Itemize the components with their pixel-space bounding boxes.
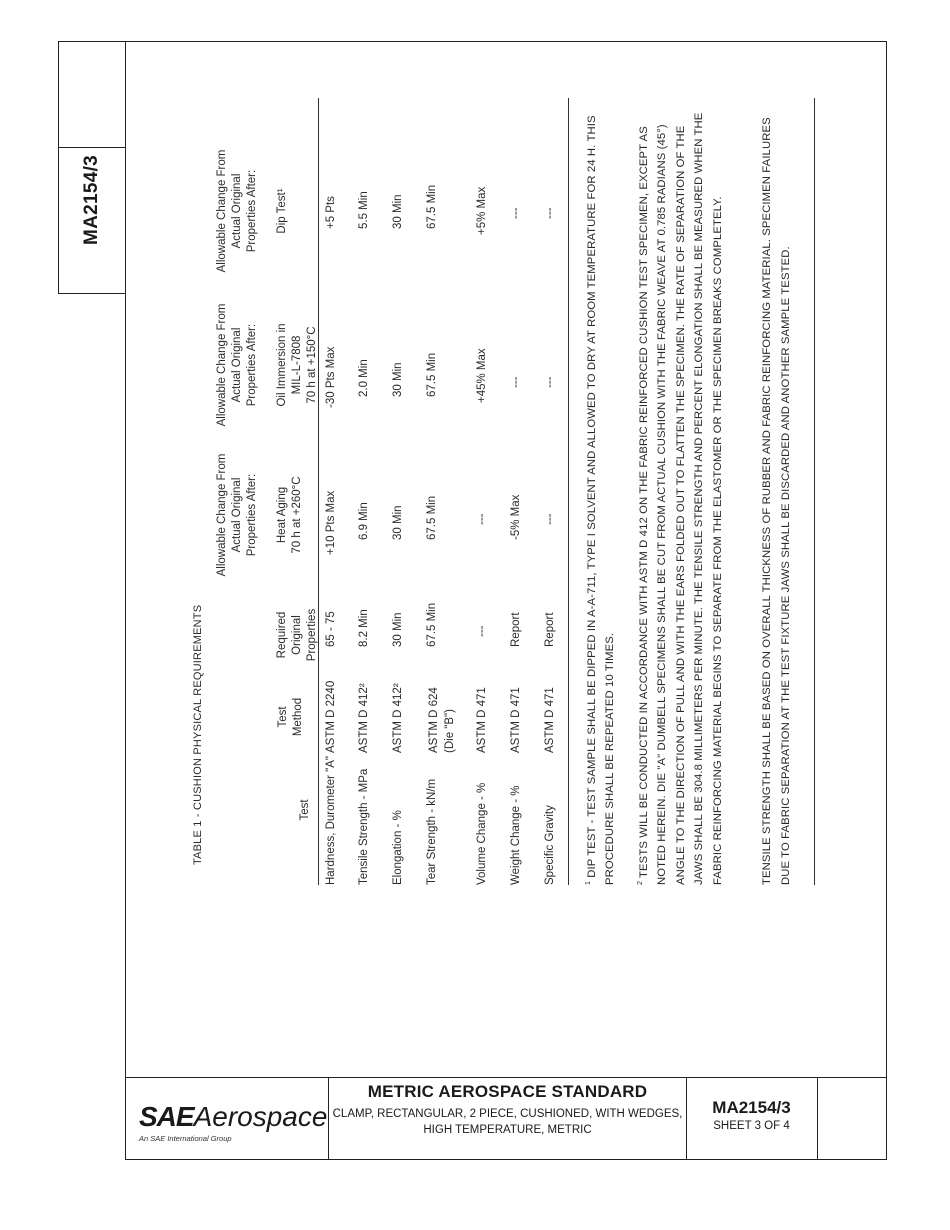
col-header-oil: Allowable Change From Actual Original Properties After: Oil Immersion in MIL-L-7808 70 h at +150°C — [216, 303, 318, 427]
header-doc-id: MA2154/3 — [81, 154, 102, 246]
table-bottom-rule — [568, 98, 569, 885]
sae-aerospace-logo: SAEAerospace — [139, 1101, 328, 1132]
content-end-rule — [814, 98, 815, 885]
logo-subtitle: An SAE International Group — [139, 1134, 232, 1143]
table-top-rule — [318, 98, 319, 885]
footnote-2: $^2$ TESTS WILL BE CONDUCTED IN ACCORDANCE WITH ASTM D 412 ON THE FABRIC REINFORCED CUSHION TEST SPECIMEN, EXCEPT AS NOTED HEREIN. DIE "A" DUMBELL SPECIMENS SHALL BE CUT FROM ACTUAL CUSHION WITH THE FABRIC WEAVE AT 0.785 RADIANS (45°) ANGLE TO THE DIRECTION OF PULL AND WITH THE EARS FOLDED OUT TO FLATTEN THE SPECIMEN. THE RATE OF SEPARATION OF THE JAWS SHALL BE 304.8 MILLIMETERS PER MINUTE. THE TENSILE STRENGTH AND PERCENT ELONGATION SHALL BE MEASURED WHEN THE FABRIC REINFORCING MATERIAL BEGINS TO SEPARATE FROM THE ELASTOMER OR THE SPECIMEN BREAKS COMPLETELY. — [637, 112, 724, 885]
sheet-number: SHEET 3 OF 4 — [713, 1120, 790, 1132]
table-title: TABLE 1 - CUSHION PHYSICAL REQUIREMENTS — [192, 604, 204, 865]
header-tab-divider — [58, 147, 126, 148]
col-header-heat: Allowable Change From Actual Original Properties After: Heat Aging 70 h at +260°C — [216, 453, 303, 577]
footnote-1: $^1$ DIP TEST - TEST SAMPLE SHALL BE DIPPED IN A-A-711, TYPE I SOLVENT AND ALLOWED TO DRY AT ROOM TEMPERATURE FOR 24 H. THIS PROCEDURE SHALL BE REPEATED 10 TIMES. — [585, 115, 617, 885]
title-block-divider — [817, 1077, 818, 1160]
standard-description: CLAMP, RECTANGULAR, 2 PIECE, CUSHIONED, WITH WEDGES, HIGH TEMPERATURE, METRIC — [332, 1108, 683, 1136]
rotated-content: TABLE 1 - CUSHION PHYSICAL REQUIREMENTS Test Test Method Required Original Properties Allowable Change From Actual Original Properties After: Heat Aging 70 h at +260°C Allowable Change From Actual Original Properties After: Oil Immersion in MIL-L-7808 70 h at +150°C Allowable Change From Actual Original Properties After: Dip Test¹ Hardness, Durometer "A" ASTM D 2240 65 - 75 +10 Pts Max -30 Pts Max +5 Pts Tensile Strength - MPa ASTM D 412² 8.2 Min 6.9 Min 2.0 Min 5.5 Min Elongation - % ASTM D 412² 30 Min 30 Min 30 Min 30 Min Tear Strength - kN/m ASTM D 624 (Die "B") 67.5 Min 67.5 Min 67.5 Min 67.5 Min Volume Change - % ASTM D 471 --- --- +45% Max +5% Max Weight Change - % ASTM D 471 Report -5% Max --- --- Specific Gravity ASTM D 471 Report --- --- --- $^1$ DIP TEST - TEST SAMPLE SHALL BE DIPPED IN A-A-711, TYPE I SOLVENT AND ALLOWED TO DRY AT ROOM TEMPERATURE FOR 24 H. THIS PROCEDURE SHALL BE REPEATED 10 TIMES. $^2$ TESTS WILL BE CONDUCTED IN ACCORDANCE WITH ASTM D 412 ON THE FABRIC REINFORCED CUSHION TEST SPECIMEN, EXCEPT AS NOTED HEREIN. DIE "A" DUMBELL SPECIMENS SHALL BE CUT FROM ACTUAL CUSHION WITH THE FABRIC WEAVE AT 0.785 RADIANS (45°) ANGLE TO THE DIRECTION OF PULL AND WITH THE EARS FOLDED OUT TO FLATTEN THE SPECIMEN. THE RATE OF SEPARATION OF THE JAWS SHALL BE 304.8 MILLIMETERS PER MINUTE. THE TENSILE STRENGTH AND PERCENT ELONGATION SHALL BE MEASURED WHEN THE FABRIC REINFORCING MATERIAL BEGINS TO SEPARATE FROM THE ELASTOMER OR THE SPECIMEN BREAKS COMPLETELY. TENSILE STRENGTH SHALL BE BASED ON OVERALL THICKNESS OF RUBBER AND FABRIC REINFORCING MATERIAL. SPECIMEN FAILURES DUE TO FABRIC SEPARATION AT THE TEST FIXTURE JAWS SHALL BE DISCARDED AND ANOTHER SAMPLE TESTED. — [180, 95, 860, 885]
col-header-original: Required Original Properties — [276, 608, 318, 662]
document-number: MA2154/3 — [712, 1098, 791, 1117]
standard-title: METRIC AEROSPACE STANDARD — [367, 1082, 648, 1101]
footnote-3: TENSILE STRENGTH SHALL BE BASED ON OVERALL THICKNESS OF RUBBER AND FABRIC REINFORCING MATERIAL. SPECIMEN FAILURES DUE TO FABRIC SEPARATION AT THE TEST FIXTURE JAWS SHALL BE DISCARDED AND ANOTHER SAMPLE TESTED. — [761, 117, 792, 885]
title-block-divider — [686, 1077, 687, 1160]
col-header-method: Test Method — [277, 697, 304, 737]
col-header-dip: Allowable Change From Actual Original Properties After: Dip Test¹ — [216, 149, 288, 273]
